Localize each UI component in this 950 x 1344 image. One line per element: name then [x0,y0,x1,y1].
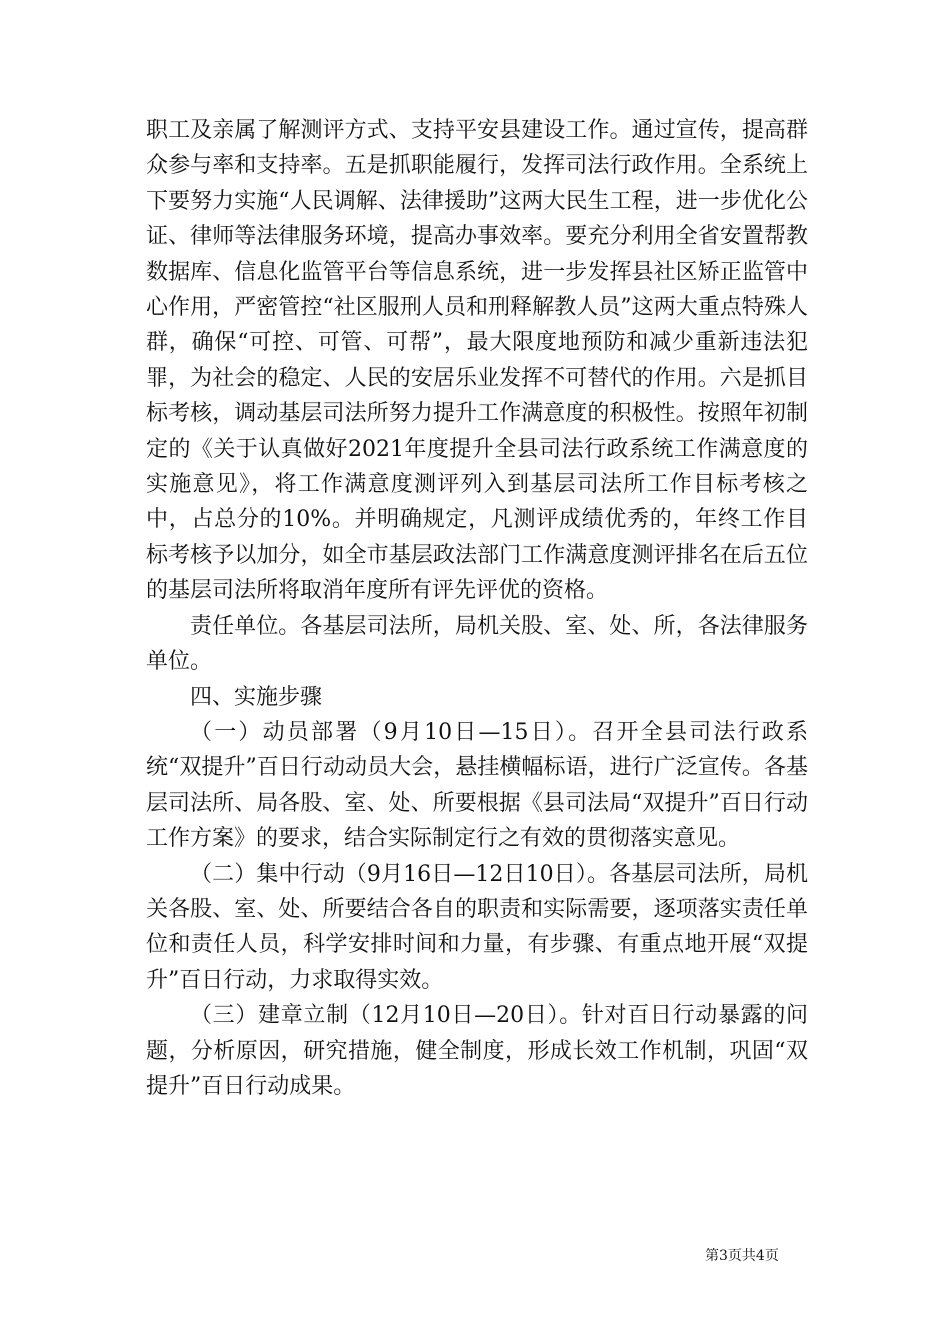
paragraph-step-mobilization: （一）动员部署（9月10日—15日）。召开全县司法行政系统“双提升”百日行动动员大会，悬挂横幅标语，进行广泛宣传。各基层司法所、局各股、室、处、所要根据《县司法局“双提升”百日行动工作方案》的要求，结合实际制定行之有效的贯彻落实意见。 [146,719,808,852]
paragraph-step-concentrated-action: （二）集中行动（9月16日—12日10日）。各基层司法所，局机关各股、室、处、所要结合各自的职责和实际需要，逐项落实责任单位和责任人员，科学安排时间和力量，有步骤、有重点地开展“双提升”百日行动，力求取得实效。 [146,861,808,993]
paragraph-continuation: 职工及亲属了解测评方式、支持平安县建设工作。通过宣传，提高群众参与率和支持率。五是抓职能履行，发挥司法行政作用。全系统上下要努力实施“人民调解、法律援助”这两大民生工程，进一步优化公证、律师等法律服务环境，提高办事效率。要充分利用全省安置帮教数据库、信息化监管平台等信息系统，进一步发挥县社区矫正监管中心作用，严密管控“社区服刑人员和刑释解教人员”这两大重点特殊人群，确保“可控、可管、可帮”，最大限度地预防和减少重新违法犯罪，为社会的稳定、人民的安居乐业发挥不可替代的作用。六是抓目标考核，调动基层司法所努力提升工作满意度的积极性。按照年初制定的《关于认真做好2021年度提升全县司法行政系统工作满意度的实施意见》，将工作满意度测评列入到基层司法所工作目标考核之中，占总分的10%。并明确规定，凡测评成绩优秀的，年终工作目标考核予以加分，如全市基层政法部门工作满意度测评排名在后五位的基层司法所将取消年度所有评先评优的资格。 [146,118,808,604]
paragraph-responsible-units: 责任单位。各基层司法所，局机关股、室、处、所，各法律服务单位。 [146,613,808,675]
page-number: 第3页共4页 [705,1248,779,1264]
document-body [146,113,808,1104]
paragraph-step-institution-building: （三）建章立制（12月10日—20日）。针对百日行动暴露的问题，分析原因，研究措施，健全制度，形成长效工作机制，巩固“双提升”百日行动成果。 [146,1003,808,1099]
section-heading-implementation-steps: 四、实施步骤 [190,684,323,710]
